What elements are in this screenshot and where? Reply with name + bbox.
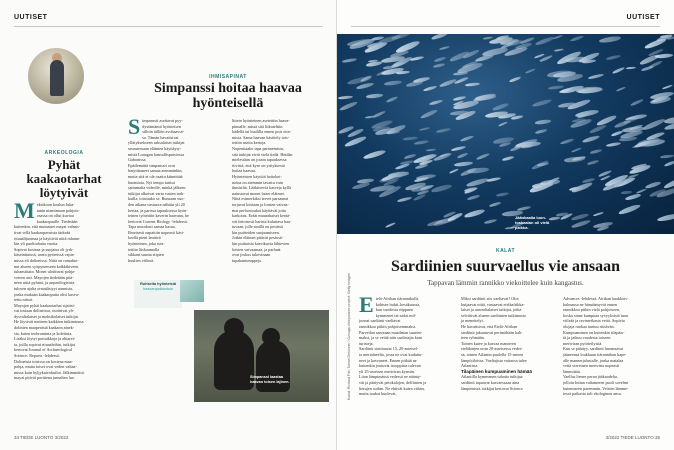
sardine-fish xyxy=(454,161,474,167)
sardine-fish xyxy=(630,98,644,106)
body-line: viileää ja ravinteikasta vettä. Sopivia xyxy=(563,318,625,324)
body-line: eksikoon koulun Juka- xyxy=(36,202,75,207)
body-line: lämmittää. xyxy=(563,368,581,374)
article2-headline: Simpanssi hoitaa haavaa hyönteisellä xyxy=(154,81,302,111)
sardine-fish xyxy=(404,153,416,159)
sardine-fish xyxy=(339,101,358,113)
article3-dropcap: E xyxy=(359,292,374,317)
section-label: UUTISET xyxy=(14,14,48,21)
article3-body-col-a xyxy=(359,292,455,397)
top-rule-right xyxy=(351,26,660,27)
body-line: tä ja jatkuu vuodesta toiseen xyxy=(563,335,611,341)
body-line: selvittivät alueen sardiinien tutkimusta xyxy=(461,312,526,318)
sardine-fish xyxy=(467,194,480,200)
body-line: yllätyksekseen saksalaiset tutkijat xyxy=(128,140,185,146)
body-line: Hyönteisten käyttöä hoitokei- xyxy=(232,173,282,179)
body-line: Niitä esimerkiksi tervet parsaanat xyxy=(232,196,289,202)
sardine-fish xyxy=(662,84,673,90)
body-line: littein hyönteinen asetettiin haava- xyxy=(232,118,290,123)
sardine-fish xyxy=(399,159,413,165)
body-line: Liian lämpimässä vedessä ne näänty- xyxy=(359,374,422,380)
body-line: neet ja kasvaneet. Ennen pitkää ne xyxy=(359,357,417,363)
body-line: He havaitsivat, että Etelä-Afrikan xyxy=(461,323,518,329)
sardine-fish xyxy=(645,180,662,188)
sardine-fish xyxy=(535,119,551,124)
body-line: sitä tutkijat eivät vielä tiedä. Heidän xyxy=(232,151,293,157)
body-line: kailla, toistuuko se. Runsaan vuo- xyxy=(128,196,185,202)
sardine-fish xyxy=(570,34,584,41)
article2-dropcap: S xyxy=(128,114,141,139)
body-line: kin puittaisia kasvikuvia lähtevien xyxy=(232,241,290,247)
body-line: kaakaopuulle. Tiedetään xyxy=(36,218,78,224)
sardine-fish xyxy=(571,147,582,153)
sardine-fish xyxy=(365,115,375,119)
body-line: sikkani suusta siipien xyxy=(128,252,164,258)
sardine-fish xyxy=(453,95,466,100)
body-line: mista. Sama haavan käsittely tois- xyxy=(232,134,290,140)
body-line: Vaellus lienee perua jääkaudelta, xyxy=(563,374,618,380)
body-line: nut alueen syöpyneeseen kalkkikiveen xyxy=(14,263,79,269)
sardine-fish xyxy=(475,54,495,64)
article3-body-col-c xyxy=(563,296,661,397)
sardine-fish xyxy=(496,192,509,197)
sardine-fish xyxy=(535,36,555,47)
body-line: pohja, mutta toiset ovat veden valtaa- xyxy=(14,364,77,370)
sardine-fish xyxy=(457,152,468,159)
body-line: käseinäisissä, usein pyöreissä vajoa- xyxy=(14,252,75,258)
body-line: kädellä tai huulilla ennen pois otta- xyxy=(232,129,291,135)
body-line: yli 25-asteisen meriviran kynsiin. xyxy=(359,368,416,374)
body-line: lämpimissä, tutkijat kertovat Science xyxy=(461,385,523,391)
sidebar-box-sub: haavanpaikantoin xyxy=(143,286,173,291)
body-line: Ilmeisesti napattiin nopeasti käsi- xyxy=(128,229,185,235)
sardine-fish xyxy=(588,73,604,80)
body-line: kertovat Journal of Archaeological xyxy=(14,347,73,353)
body-line: Jotkin eläimet pitävät pesässä- xyxy=(232,235,284,241)
body-line: kymmenet tai sadat mil- xyxy=(375,312,417,318)
sardine-fish xyxy=(385,96,397,103)
body-line: tettiin useita kertoja. xyxy=(232,140,267,146)
body-line: olojaja ruokaa tuntuu riittävän. xyxy=(563,323,615,329)
body-line: rannikkoa pitkin vielä pohjoiseen, xyxy=(563,307,620,313)
body-line: Epäilemättä simpanssit ovat xyxy=(128,162,175,168)
body-line: kertaa, ja parissa tapauksessa hyön- xyxy=(128,207,188,213)
body-line: tanin niemimaan pohjois- xyxy=(36,207,80,213)
sardine-fish xyxy=(342,58,358,64)
body-line: kuitenkin joutuvat trooppisia tulevan xyxy=(359,363,421,369)
body-line: eteläkärjen noin 20-asteisessa vedes- xyxy=(461,346,523,352)
sardine-fish xyxy=(426,149,436,152)
sardine-fish xyxy=(431,34,449,40)
sardine-fish xyxy=(509,145,521,152)
insect-thumbnail xyxy=(180,280,204,302)
article1-dropcap: M xyxy=(14,198,35,223)
article1-kicker: ARKEOLOGIA xyxy=(44,150,84,156)
body-line: joonat sardiinit vaeltavat xyxy=(359,318,401,324)
sardine-fish xyxy=(560,138,574,145)
article3-deck: Tappavan lämmin rannikko viekoittelee kuin kangastus. xyxy=(427,279,584,287)
body-line: sattumalta videolle, minkä jälkeen xyxy=(128,185,186,191)
sardine-fish xyxy=(664,160,674,167)
sardine-fish xyxy=(554,48,564,52)
body-line: dystämänsä hyönteisen xyxy=(142,123,181,129)
body-line: karkotus. Eräät muurahaiset kerää- xyxy=(232,213,291,219)
sardine-fish xyxy=(439,46,450,51)
sardine-fish xyxy=(623,116,639,125)
body-line: Advances -lehdessä. Afrikan kaakkois- xyxy=(563,296,629,301)
sardine-fish xyxy=(625,192,641,200)
body-line: lämpötiloissa. Vaeltajista vaitaosa tulee xyxy=(461,357,527,363)
sardine-photo-caption: Jäänkaalla luon-toskaalan oli vielä paikka. xyxy=(515,215,550,230)
article2-body-col-a xyxy=(128,114,224,263)
body-line: ta merialueelta, jossa ne ovat kuduttu- xyxy=(359,351,423,357)
body-line: Sardiinit starttaavat 15–20-asteisel- xyxy=(359,346,419,352)
body-line: ihmisiltä. Lääkitseviä kasveja kyllä xyxy=(232,185,292,191)
sardine-fish xyxy=(434,56,446,62)
body-line: tulosen ajalta ornaalisiyyt nannista, xyxy=(14,285,74,291)
body-line: keellä pieni lentävä xyxy=(128,235,161,241)
sidebar-fact-box xyxy=(134,280,182,308)
body-line: tupakantumppeja. xyxy=(232,257,262,263)
body-line: sia, kuten teobrominia ja kofeiinia. xyxy=(14,330,73,336)
body-line: vät ja päätyvät petokalojen, delfiinien ja xyxy=(359,379,427,385)
article2-kicker: IHMISAPINAT xyxy=(209,74,247,80)
sardine-fish xyxy=(593,212,605,218)
researcher-figure xyxy=(50,60,64,96)
sardine-fish xyxy=(498,122,508,128)
body-line: Atlantilla kymmenen tuhatta tutkijaa xyxy=(461,374,523,380)
article3-body-col-b xyxy=(461,296,557,391)
body-line: dolinien maaperästä kaakaon ainek- xyxy=(14,325,75,331)
body-line: kertovat Current Biology -lehdessä. xyxy=(128,218,188,224)
body-line: turisteja. xyxy=(359,340,374,346)
researcher-photo xyxy=(28,48,84,104)
body-line: veteen asti. Mayojen tiedetään pitä- xyxy=(14,274,74,280)
sardine-fish xyxy=(429,100,443,107)
chimp-head-left xyxy=(224,318,244,338)
sardine-fish xyxy=(606,54,621,60)
body-line: mutta sitä ei ole osattu kiinnittää xyxy=(128,173,183,179)
sardine-shoal-photo xyxy=(337,34,674,234)
body-line: He löysivät meiteen kaikkien tutkimiensa xyxy=(14,319,84,325)
body-line: meriviran pyörteilyistä. xyxy=(563,340,603,346)
sardine-fish xyxy=(553,34,563,39)
body-line: noina on aiemmin tavattu vain xyxy=(232,179,283,185)
sardine-fish xyxy=(464,208,485,218)
body-line: teinen työtettiin kaverin haavaan, he xyxy=(128,213,189,219)
sardine-fish xyxy=(384,80,403,86)
sardine-fish xyxy=(366,93,383,98)
body-line: natustavat monet laiset eläimet. xyxy=(232,190,285,196)
body-line: Kumpuaminen on kuitenkin tilapäis- xyxy=(563,329,625,335)
sardine-fish xyxy=(625,66,635,69)
body-line: maksi, ja se vetää niin saalistajia kuin xyxy=(359,335,423,341)
body-line: tettiin liiskaamalla xyxy=(128,246,160,252)
body-line: seuratessaan eläinten käyttäyty- xyxy=(128,145,182,151)
body-line: Dolineista toisissa on kosteaa maa- xyxy=(14,358,73,364)
body-line: mat perhostoukat käyttävät joita xyxy=(232,207,286,213)
body-line: silloin tällöin avohaavoi- xyxy=(142,129,185,135)
body-line: mistä Loangon kansallispuistossa xyxy=(128,151,185,157)
body-line: Mayojen pyhät kaakaotarhat sijaitsi- xyxy=(14,302,76,308)
sardine-fish xyxy=(642,117,666,131)
body-line: Nopeuttaako tapa paranemista, xyxy=(232,145,284,151)
body-line: tiivistä, että kyse on yrityksestä xyxy=(232,162,285,168)
body-line: ovat joskus tukevinaan xyxy=(232,252,271,258)
sardine-fish xyxy=(502,156,515,162)
body-line: den aikana vastaava nähtiin yli 20 xyxy=(128,201,185,207)
body-line: missa kuin hyljykaivokuilut. Jälkimmäisä xyxy=(14,369,84,375)
top-rule xyxy=(14,26,323,27)
sardine-fish xyxy=(449,168,459,174)
sardine-fish xyxy=(660,155,674,160)
chimpanzee-photo-caption: Simpanssi laastaa haavan toisen lajinen. xyxy=(250,375,290,384)
sardine-fish xyxy=(436,128,451,134)
article1-headline: Pyhät kaakaotarhat löytyivät xyxy=(26,157,102,200)
sardine-fish xyxy=(492,103,509,112)
body-line: kulmassa ne hämääntyvät ennen xyxy=(563,301,618,307)
sardine-fish xyxy=(419,127,430,132)
body-line: hyönteinen, joka ruts- xyxy=(128,241,165,247)
sardine-fish xyxy=(337,95,352,100)
chimp-figure-left xyxy=(214,330,254,390)
body-line: jonka mukaan kaakaopuita olisi kasva- xyxy=(14,291,80,297)
body-line: Lisäksi löytyi portaikkoja ja alttarei- xyxy=(14,336,76,342)
body-line: ja menettelyt. xyxy=(461,318,484,324)
body-line: Atlantista. xyxy=(461,363,479,369)
body-line: rituaalijuomaa ja käyttivät niitä rahana- xyxy=(14,235,81,241)
body-line: loisten vaivaamaa, ja parhaat xyxy=(232,246,281,252)
body-line: laiset ja australialaiset tutkijat, jotka xyxy=(461,307,522,313)
body-line: Parveilua sanotaan maailman suurim- xyxy=(359,329,423,335)
body-line: teen ryhmään. xyxy=(461,335,485,341)
body-line: hoitaa haavaa. xyxy=(232,168,256,174)
body-line: huomiota. Nyt tempo tarttui xyxy=(128,179,175,185)
sardine-fish xyxy=(599,35,622,43)
body-line: vat tosiaan dolineissa, osoittivat yh- xyxy=(14,308,75,314)
body-line: osassa on ollut kuvioa xyxy=(36,213,74,219)
sardine-fish xyxy=(433,63,446,68)
sardine-fish xyxy=(612,67,625,75)
body-line: kutemiseen paremmin. Veisien lämme- xyxy=(563,385,629,391)
body-line: lintujen suihin. Ne ehtivät kutea vähän, xyxy=(359,385,425,391)
sardine-fish xyxy=(534,129,546,134)
sardine-fish xyxy=(587,160,599,166)
sardine-fish xyxy=(466,177,489,188)
body-line: Tapa muodosti samaa kasaa. xyxy=(128,224,176,230)
sardine-fish xyxy=(396,71,411,76)
article1-body xyxy=(14,198,114,381)
sardine-fish xyxy=(489,201,501,207)
body-line: telä-Afrikan itärannikolla xyxy=(375,296,419,301)
body-line: Tilapäinen kumpuaminen hämää xyxy=(461,368,532,374)
right-page xyxy=(337,0,674,450)
body-line: kin yli puolituhatta vuotta. xyxy=(14,241,59,247)
article3-kicker: KALAT xyxy=(495,248,516,254)
sardine-fish xyxy=(397,196,412,203)
body-line: koska sinne kumpuaa syvyyksistä tuon xyxy=(563,312,629,318)
body-line: pinnalle, missä sitä liikuteltiin xyxy=(232,123,283,129)
body-line: harjoittaneet samaa aiemminkin, xyxy=(128,168,183,174)
body-line: alle mannerjalustalle, jonka matalaa xyxy=(563,357,624,363)
body-line: ta, joilla sopivat rituaaleihin, tutkijat xyxy=(14,341,75,347)
sardine-fish xyxy=(457,62,483,75)
sardine-fish xyxy=(372,110,386,118)
sardine-fish xyxy=(525,68,536,74)
chimp-figure-right xyxy=(256,340,290,392)
sardine-fish xyxy=(621,191,633,195)
body-line: tutkijat alkoivat varta vasten tark- xyxy=(128,190,185,196)
sardine-fish xyxy=(582,134,601,143)
body-line: huulien välissä. xyxy=(128,257,155,263)
body-line: neen niitä pyhinä, ja arqueólogisista xyxy=(14,280,75,286)
sardine-fish xyxy=(475,93,496,100)
sardine-fish xyxy=(606,142,621,148)
body-line: mayat pitivät porttiena jumalten luo. xyxy=(14,375,76,381)
body-line: huijaavat niitä, vastaavat eteläafrikka- xyxy=(461,301,525,307)
body-line: mielestään on jotain tapauksessa xyxy=(232,157,287,163)
body-line: tessä paikasta tuli ekologinen ansa. xyxy=(563,391,622,397)
sardine-fish xyxy=(563,155,584,162)
body-line: tuvaan, jolle sinillä on pesässä xyxy=(232,224,283,230)
sardine-fish xyxy=(385,221,396,228)
sardine-fish xyxy=(483,219,496,225)
body-line: sardiinit tapaavat kasvaessaan aina xyxy=(461,379,520,385)
body-line: impanssit asettavat pyy- xyxy=(142,118,183,123)
chimpanzee-photo xyxy=(194,310,329,402)
body-line: missa eli dolineissa. Niitä on romahta- xyxy=(14,257,79,263)
body-line: jääneensä loukkuun itärannikon kape- xyxy=(563,351,627,357)
sardine-fish xyxy=(352,181,370,189)
body-line: tivat sellä kaakaopavuista tärkeää xyxy=(14,229,71,235)
body-line: Toinen kutee ja kasvaa manteren xyxy=(461,340,516,346)
article3-headline: Sardiinien suurvaellus vie ansaan xyxy=(391,258,620,275)
sardine-fish xyxy=(403,136,418,141)
body-line: mutta toukat kuolevat. xyxy=(359,391,397,397)
body-line: Miksi sardiinit siis vaeltavat? Olot xyxy=(461,296,519,301)
body-line: vät tietoisesti hartsia kuluttava hau- xyxy=(232,218,292,224)
chimp-head-right xyxy=(262,328,280,346)
body-line: kin puitteiden suojaamiseen. xyxy=(232,229,280,235)
body-line: sardiinit jakautuvat perimältään kah- xyxy=(461,329,523,335)
body-line: sä, toinen Atlantin puolella 15-asteen xyxy=(461,351,524,357)
body-line: Science: Reports -lehdessä. xyxy=(14,353,60,359)
page-footer-right: 3/2022 TIEDE LUONTO 35 xyxy=(605,435,660,440)
body-line: kuhisee huhti–kesäkuussa, xyxy=(375,301,421,307)
sardine-fish xyxy=(517,206,531,212)
body-line: kun vuodesta riippuen xyxy=(375,307,413,313)
sardine-fish xyxy=(363,148,387,160)
photo-credit: Kuvat: Richard Fits; Tobias Deschner / Ozouga chimpanzee project; Getty Images xyxy=(347,273,351,400)
sardine-fish xyxy=(414,139,430,145)
body-line: rannikkoa pitkin pohjoisemmaksi. xyxy=(359,323,417,329)
sardine-fish xyxy=(656,212,674,222)
sardine-fish xyxy=(617,203,640,216)
sardine-fish xyxy=(532,99,553,109)
body-line: Sopivat kosteaa ja suojaisa oli jyrk- xyxy=(14,246,74,252)
sardine-fish xyxy=(590,148,602,153)
article2-body-col-b xyxy=(232,118,328,263)
body-line: Gabonissa. xyxy=(128,157,147,163)
sardine-fish xyxy=(423,85,437,92)
sardine-fish xyxy=(420,109,438,120)
body-line: Kun se päättyy, sardiinit huomaavat xyxy=(563,346,624,352)
sardine-fish xyxy=(465,82,480,87)
body-line: dysvaltalaiset ja meksikolaiset tutkijat. xyxy=(14,313,79,319)
sidebar-box-title: Ruhkeita hyönteisiä xyxy=(140,282,176,286)
sardine-fish xyxy=(406,80,423,87)
body-line: tuhansittain. Monet uloittuvat pohja- xyxy=(14,269,76,275)
sardine-fish xyxy=(509,76,521,82)
sardine-fish xyxy=(450,145,466,152)
body-line: jolloin Intian valtameren puoli sovelmi xyxy=(563,379,629,385)
body-line: kuitenkin, että muinaiset mayat valmis- xyxy=(14,224,81,230)
body-line: vettä viereinen merivirta nopeasti xyxy=(563,363,620,369)
page-footer-left: 34 TIEDE LUONTO 3/2022 xyxy=(14,435,69,440)
body-line: sa. Tämän havaitsivat xyxy=(142,134,179,140)
body-line: torjuvat loisiaan ja loisten vaivaa- xyxy=(232,201,289,207)
sardine-fish xyxy=(615,87,625,93)
body-line: tettu niissä. xyxy=(14,297,34,303)
sardine-fish xyxy=(476,153,490,161)
sardine-fish xyxy=(460,135,474,143)
section-label-right: UUTISET xyxy=(626,14,660,21)
